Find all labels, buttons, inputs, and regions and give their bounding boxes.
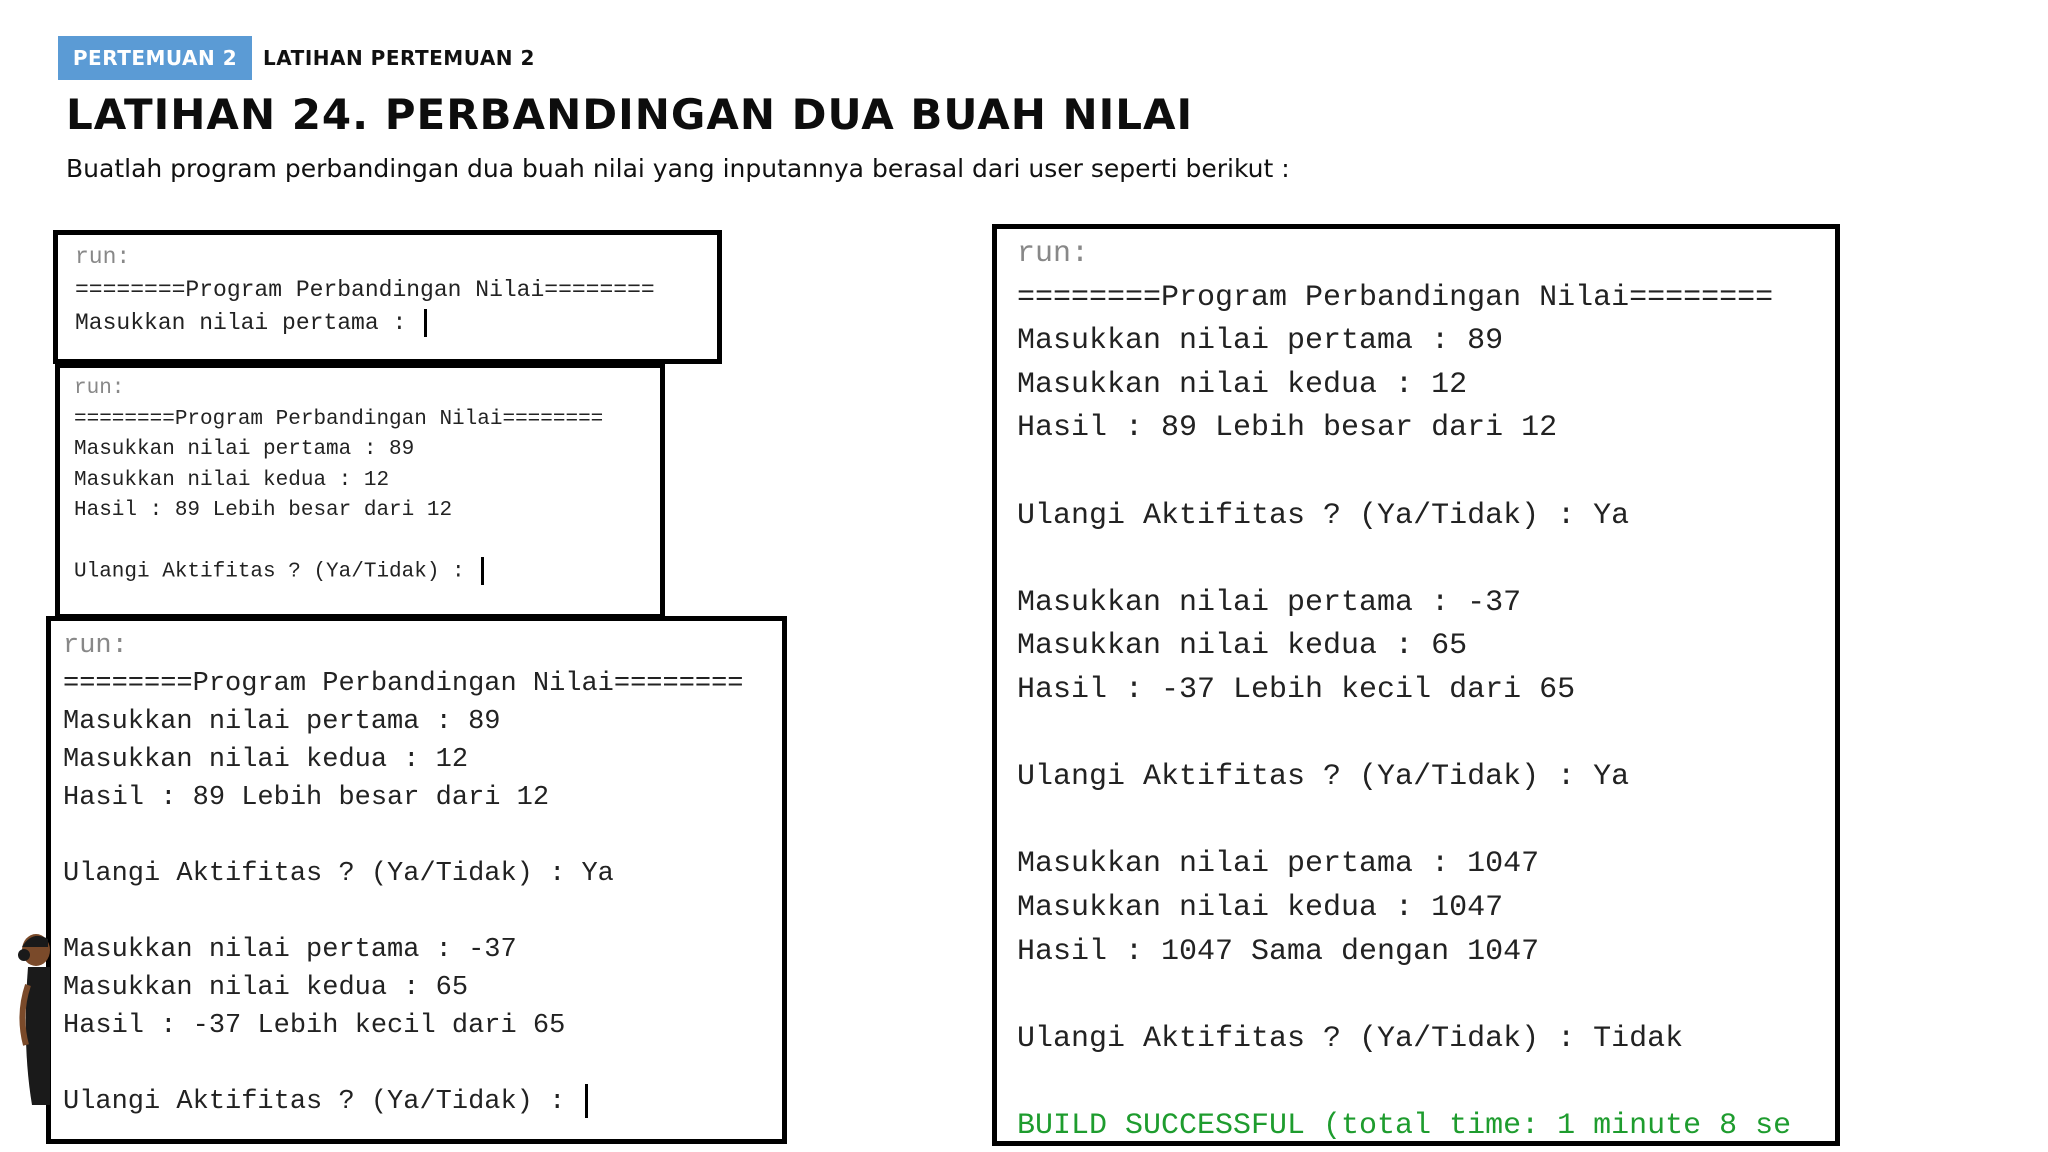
console-line-text: Ulangi Aktifitas ? (Ya/Tidak) : xyxy=(63,1087,582,1117)
console-line xyxy=(1017,974,1835,1018)
console-line-with-cursor xyxy=(74,557,660,588)
run-label: run: xyxy=(1017,237,1090,271)
console-line xyxy=(1017,800,1835,844)
console-line: Masukkan nilai pertama : 1047 xyxy=(1017,847,1540,882)
page-subtitle: Buatlah program perbandingan dua buah nilai yang inputannya berasal dari user seperti berikut : xyxy=(66,154,1290,183)
console-line: Masukkan nilai kedua : 12 xyxy=(1017,367,1468,402)
console-line: Masukkan nilai pertama : 89 xyxy=(74,438,415,461)
console-line: Ulangi Aktifitas ? (Ya/Tidak) : Tidak xyxy=(1017,1021,1684,1056)
console-output-step-3 xyxy=(46,616,787,1144)
console-line: Hasil : -37 Lebih kecil dari 65 xyxy=(1017,672,1576,707)
console-line: ========Program Perbandingan Nilai======== xyxy=(1017,280,1774,315)
console-line: ========Program Perbandingan Nilai======== xyxy=(74,407,604,431)
console-line: Hasil : 1047 Sama dengan 1047 xyxy=(1017,934,1540,969)
console-line: Masukkan nilai pertama : -37 xyxy=(63,935,517,965)
console-line: Hasil : 89 Lebih besar dari 12 xyxy=(1017,411,1558,446)
console-line: ========Program Perbandingan Nilai======== xyxy=(75,277,655,303)
text-cursor xyxy=(424,309,427,337)
console-line: Masukkan nilai pertama : 89 xyxy=(1017,324,1504,359)
console-output-step-1 xyxy=(53,230,722,364)
console-line-text: Masukkan nilai pertama : xyxy=(75,310,421,336)
page-title: LATIHAN 24. PERBANDINGAN DUA BUAH NILAI xyxy=(66,90,1194,139)
console-line-with-cursor xyxy=(63,1083,782,1121)
run-label: run: xyxy=(63,631,128,661)
cartoon-figure-decoration xyxy=(14,925,50,1105)
console-line xyxy=(1017,538,1835,582)
console-line: Masukkan nilai kedua : 65 xyxy=(63,973,469,1003)
console-line xyxy=(63,1045,782,1083)
console-line: Ulangi Aktifitas ? (Ya/Tidak) : Ya xyxy=(1017,498,1630,533)
text-cursor xyxy=(481,557,484,585)
run-label: run: xyxy=(75,244,131,270)
console-output-full-run xyxy=(992,224,1840,1146)
console-line-with-cursor xyxy=(75,307,717,340)
section-label: LATIHAN PERTEMUAN 2 xyxy=(263,46,535,70)
console-line: Hasil : 89 Lebih besar dari 12 xyxy=(74,499,453,522)
console-line: Masukkan nilai kedua : 65 xyxy=(1017,629,1468,664)
console-line-text: Ulangi Aktifitas ? (Ya/Tidak) : xyxy=(74,560,478,584)
console-output-step-2 xyxy=(55,364,665,619)
build-status: BUILD SUCCESSFUL (total time: 1 minute 8 se xyxy=(1017,1108,1792,1143)
console-line: Ulangi Aktifitas ? (Ya/Tidak) : Ya xyxy=(1017,760,1630,795)
console-line xyxy=(1017,451,1835,495)
console-line xyxy=(63,817,782,855)
console-line: Masukkan nilai pertama : -37 xyxy=(1017,585,1522,620)
console-line: Hasil : 89 Lebih besar dari 12 xyxy=(63,783,550,813)
console-line: Masukkan nilai pertama : 89 xyxy=(63,707,501,737)
console-line: Hasil : -37 Lebih kecil dari 65 xyxy=(63,1011,566,1041)
text-cursor xyxy=(585,1084,588,1118)
console-line xyxy=(1017,1061,1835,1105)
console-line xyxy=(74,527,660,558)
console-line: Ulangi Aktifitas ? (Ya/Tidak) : Ya xyxy=(63,859,614,889)
meeting-badge: PERTEMUAN 2 xyxy=(58,36,252,80)
console-line: Masukkan nilai kedua : 12 xyxy=(74,468,390,492)
console-line xyxy=(63,893,782,931)
run-label: run: xyxy=(74,377,125,400)
console-line: Masukkan nilai kedua : 12 xyxy=(63,745,469,775)
console-line: ========Program Perbandingan Nilai======== xyxy=(63,669,744,699)
console-line: Masukkan nilai kedua : 1047 xyxy=(1017,890,1504,925)
console-line xyxy=(1017,713,1835,757)
